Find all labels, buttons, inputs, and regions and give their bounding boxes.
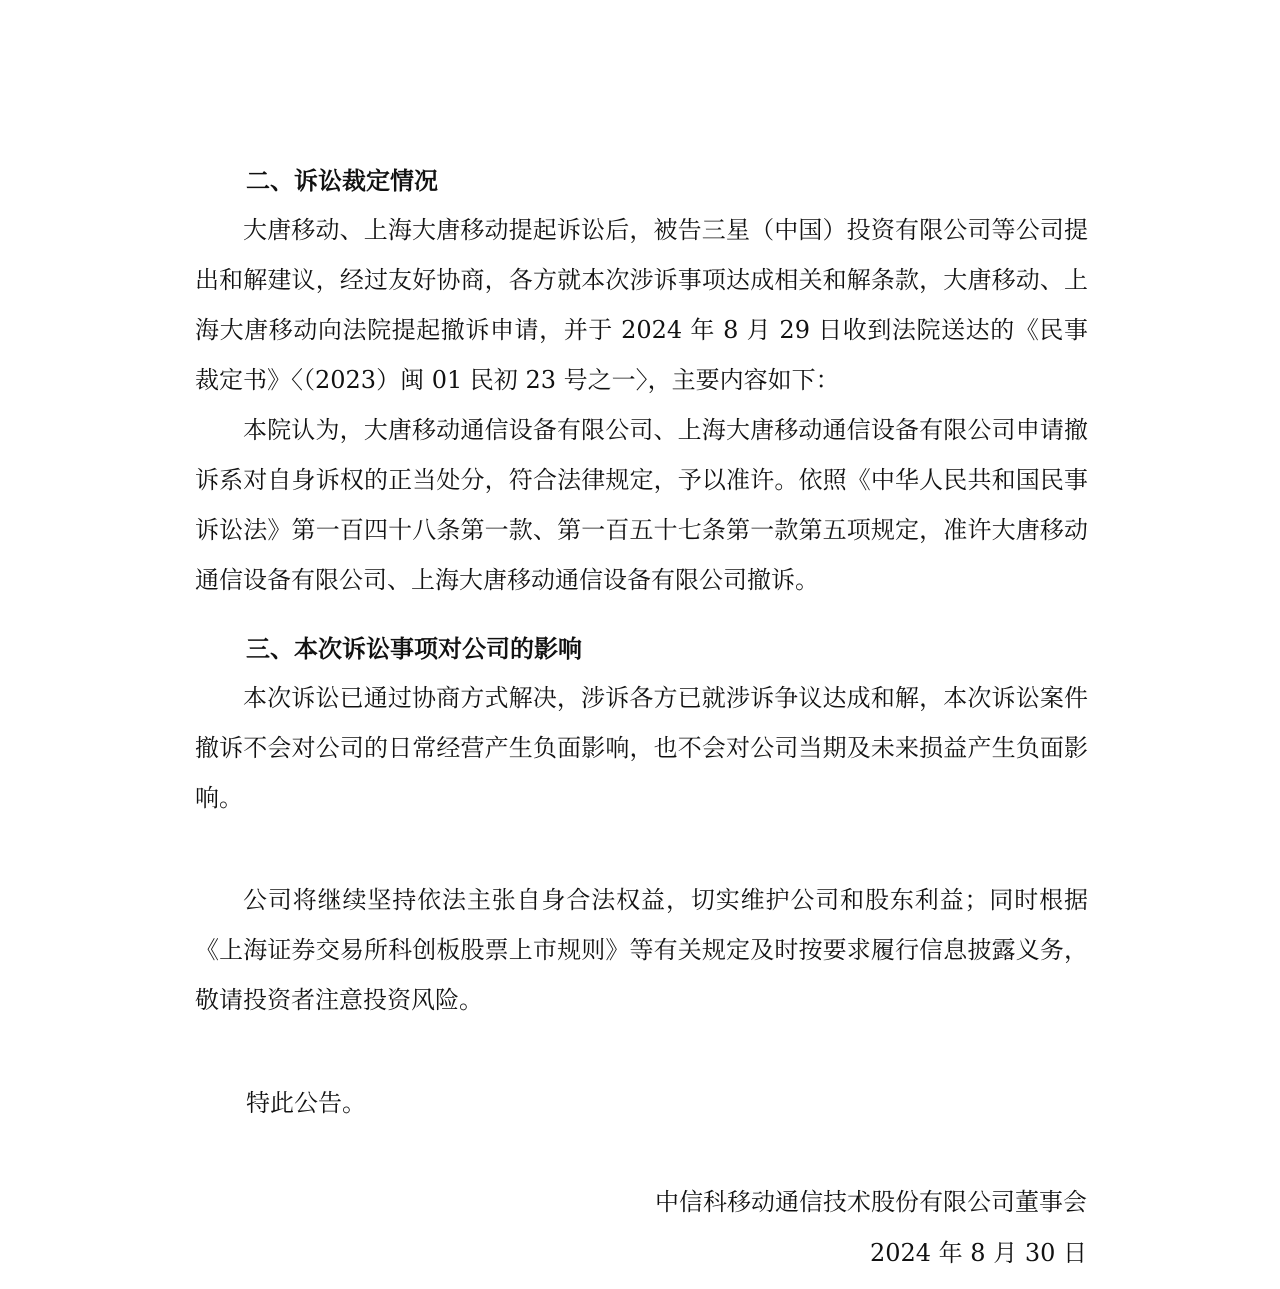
notice-text: 特此公告。	[246, 1089, 366, 1117]
section-3-body	[195, 673, 1088, 823]
section-2-paragraph-1: 大唐移动、上海大唐移动提起诉讼后，被告三星（中国）投资有限公司等公司提出和解建议，经过友好协商，各方就本次涉诉事项达成相关和解条款，大唐移动、上海大唐移动向法院提起撤诉申请，并于 2024 年 8 月 29 日收到法院送达的《民事裁定书》〈（2023）闽 01 民初 23 号之一〉，主要内容如下：	[195, 216, 1088, 394]
section-2-body	[195, 205, 1088, 605]
signature-company: 中信科移动通信技术股份有限公司董事会	[655, 1188, 1087, 1216]
section-3-paragraph-1: 本次诉讼已通过协商方式解决，涉诉各方已就涉诉争议达成和解，本次诉讼案件撤诉不会对公司的日常经营产生负面影响，也不会对公司当期及未来损益产生负面影响。	[195, 684, 1088, 812]
section-2-heading: 二、诉讼裁定情况	[246, 167, 438, 195]
closing-paragraph: 公司将继续坚持依法主张自身合法权益，切实维护公司和股东利益；同时根据《上海证券交易所科创板股票上市规则》等有关规定及时按要求履行信息披露义务，敬请投资者注意投资风险。	[195, 886, 1088, 1014]
closing-body	[195, 875, 1088, 1025]
section-2-paragraph-2: 本院认为，大唐移动通信设备有限公司、上海大唐移动通信设备有限公司申请撤诉系对自身诉权的正当处分，符合法律规定，予以准许。依照《中华人民共和国民事诉讼法》第一百四十八条第一款、第一百五十七条第一款第五项规定，准许大唐移动通信设备有限公司、上海大唐移动通信设备有限公司撤诉。	[195, 416, 1088, 594]
section-3-heading: 三、本次诉讼事项对公司的影响	[246, 635, 582, 663]
signature-date: 2024 年 8 月 30 日	[869, 1239, 1087, 1267]
